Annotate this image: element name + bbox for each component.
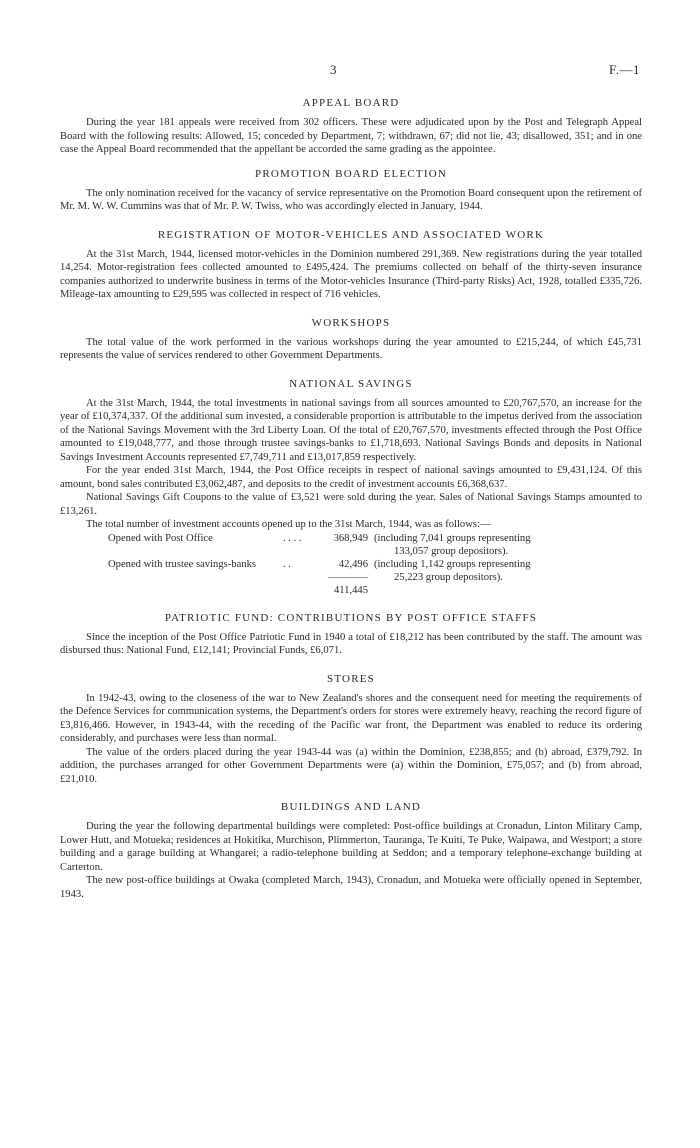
paragraph: The total value of the work performed in the various workshops during the year amounted to £215,244, of which £45,731 represents the value of services rendered to other Government Departments. [60, 336, 642, 361]
accounts-total: 411,445 [333, 584, 368, 596]
paragraph: The new post-office buildings at Owaka (completed March, 1943), Cronadun, and Motueka were officially opened in September, 1943. [60, 875, 642, 900]
account-desc-cont: 133,057 group depositors). [394, 545, 509, 557]
paragraph: The only nomination received for the vacancy of service representative on the Promotion Board consequent upon the retirement of Mr. M. W. W. Cummins was that of Mr. P. W. Twiss, who was accordingly elected in January, 1944. [60, 187, 642, 212]
section-heading: BUILDINGS AND LAND [280, 801, 422, 813]
section-heading: STORES [327, 672, 375, 685]
account-desc: (including 1,142 groups representing [374, 558, 531, 570]
table-row-total [108, 584, 594, 597]
section-heading: PATRIOTIC FUND: CONTRIBUTIONS BY POST OFFICE STAFFS [164, 611, 538, 624]
account-count: 42,496 [338, 558, 368, 570]
page-number: 3 [330, 62, 337, 77]
paragraph: National Savings Gift Coupons to the value of £3,521 were sold during the year. Sales of National Savings Stamps amounted to £13,261. [60, 492, 642, 517]
section-registration [60, 228, 642, 302]
section-stores [60, 672, 642, 787]
table-row [108, 532, 594, 545]
table-row [108, 571, 594, 584]
paragraph: For the year ended 31st March, 1944, the Post Office receipts in respect of national savings amounted to £9,431,124. Of this amount, bond sales contributed £3,062,487, and deposits to the credit of investment accounts £6,368,637. [60, 465, 642, 490]
account-desc: (including 7,041 groups representing [374, 532, 531, 544]
account-count: 368,949 [333, 532, 368, 544]
section-patriotic-fund [60, 611, 642, 658]
paragraph: The total number of investment accounts opened up to the 31st March, 1944, was as follows:— [86, 519, 491, 530]
account-label: Opened with trustee savings-banks [108, 558, 256, 570]
paragraph: At the 31st March, 1944, licensed motor-vehicles in the Dominion numbered 291,369. New registrations during the year totalled 14,254. Motor-registration fees collected amounted to £495,424. The premiums collected on behalf of the thirty-seven insurance companies authorized to underwrite business in terms of the Motor-vehicles Insurance (Third-party Risks) Act, 1928, totalled £335,726. Mileage-tax amounting to £29,595 was collected in respect of 716 vehicles. [60, 248, 642, 300]
paragraph: At the 31st March, 1944, the total investments in national savings from all sources amounted to £20,767,570, an increase for the year of £10,374,337. Of the additional sum invested, a considerable proportion is attributable to the impetus derived from the association of the National Savings Movement with the 3rd Liberty Loan. Of the total of £20,767,570, investments effected through the Post Office amounted to £19,048,777, and those through trustee savings-banks to £1,718,693. National Savings Bonds and deposits in National Savings Investment Accounts represented £7,749,711 and £13,017,859 respectively. [60, 397, 642, 463]
paragraph: During the year 181 appeals were received from 302 officers. These were adjudicated upon by the Post and Telegraph Appeal Board with the following results: Allowed, 15; conceded by Department, 7; withdrawn, 67; did not lie, 43; disallowed, 351; and in one case the Appeal Board recommended that the appellant be accorded the same grading as the appointee. [60, 117, 642, 155]
section-appeal-board [60, 96, 642, 157]
section-workshops [60, 316, 642, 363]
table-row [108, 545, 594, 558]
section-heading: WORKSHOPS [311, 316, 391, 329]
document-code: F.—1 [609, 62, 640, 77]
section-heading: PROMOTION BOARD ELECTION [255, 167, 447, 180]
section-promotion-board [60, 167, 642, 214]
section-heading: APPEAL BOARD [302, 97, 400, 109]
paragraph: Since the inception of the Post Office Patriotic Fund in 1940 a total of £18,212 has been contributed by the staff. The amount was disbursed thus: National Fund, £12,141; Provincial Funds, £6,071. [60, 631, 642, 656]
account-desc-cont: 25,223 group depositors). [394, 571, 503, 583]
section-heading: REGISTRATION OF MOTOR-VEHICLES AND ASSOCIATED WORK [157, 228, 545, 241]
section-buildings-land [60, 800, 642, 901]
paragraph: During the year the following departmental buildings were completed: Post-office buildings at Cronadun, Linton Military Camp, Lower Hutt, and Motueka; residences at Hokitika, Murchison, Plimmerton, Tauranga, Te Kuiti, Te Puke, Waipawa, and Westport; a store building and a garage building at Whangarei; a radio-telephone building at Seddon; and a temporary telephone-exchange building at Carterton. [60, 821, 642, 873]
leader-dots: . . [283, 558, 291, 570]
section-national-savings [60, 377, 642, 597]
paragraph: In 1942-43, owing to the closeness of the war to New Zealand's shores and the consequent need for meeting the requirements of the Defence Services for communication systems, the Department's orders for stores were extremely heavy, reaching the record figure of £3,816,466. However, in 1943-44, with the receding of the Pacific war front, the Department was enabled to reduce its ordering considerably, and purchases were less than normal. [60, 692, 642, 744]
investment-accounts-table [108, 532, 594, 597]
paragraph: The value of the orders placed during the year 1943-44 was (a) within the Dominion, £238,855; and (b) abroad, £379,792. In addition, the purchases arranged for other Government Departments were (a) within the Dominion, £75,057; and (b) from abroad, £21,010. [60, 746, 642, 785]
account-label: Opened with Post Office [108, 532, 213, 544]
table-row [108, 558, 594, 571]
leader-dots: . . . . [283, 532, 302, 544]
section-heading: NATIONAL SAVINGS [289, 377, 413, 390]
total-rule [328, 577, 368, 578]
